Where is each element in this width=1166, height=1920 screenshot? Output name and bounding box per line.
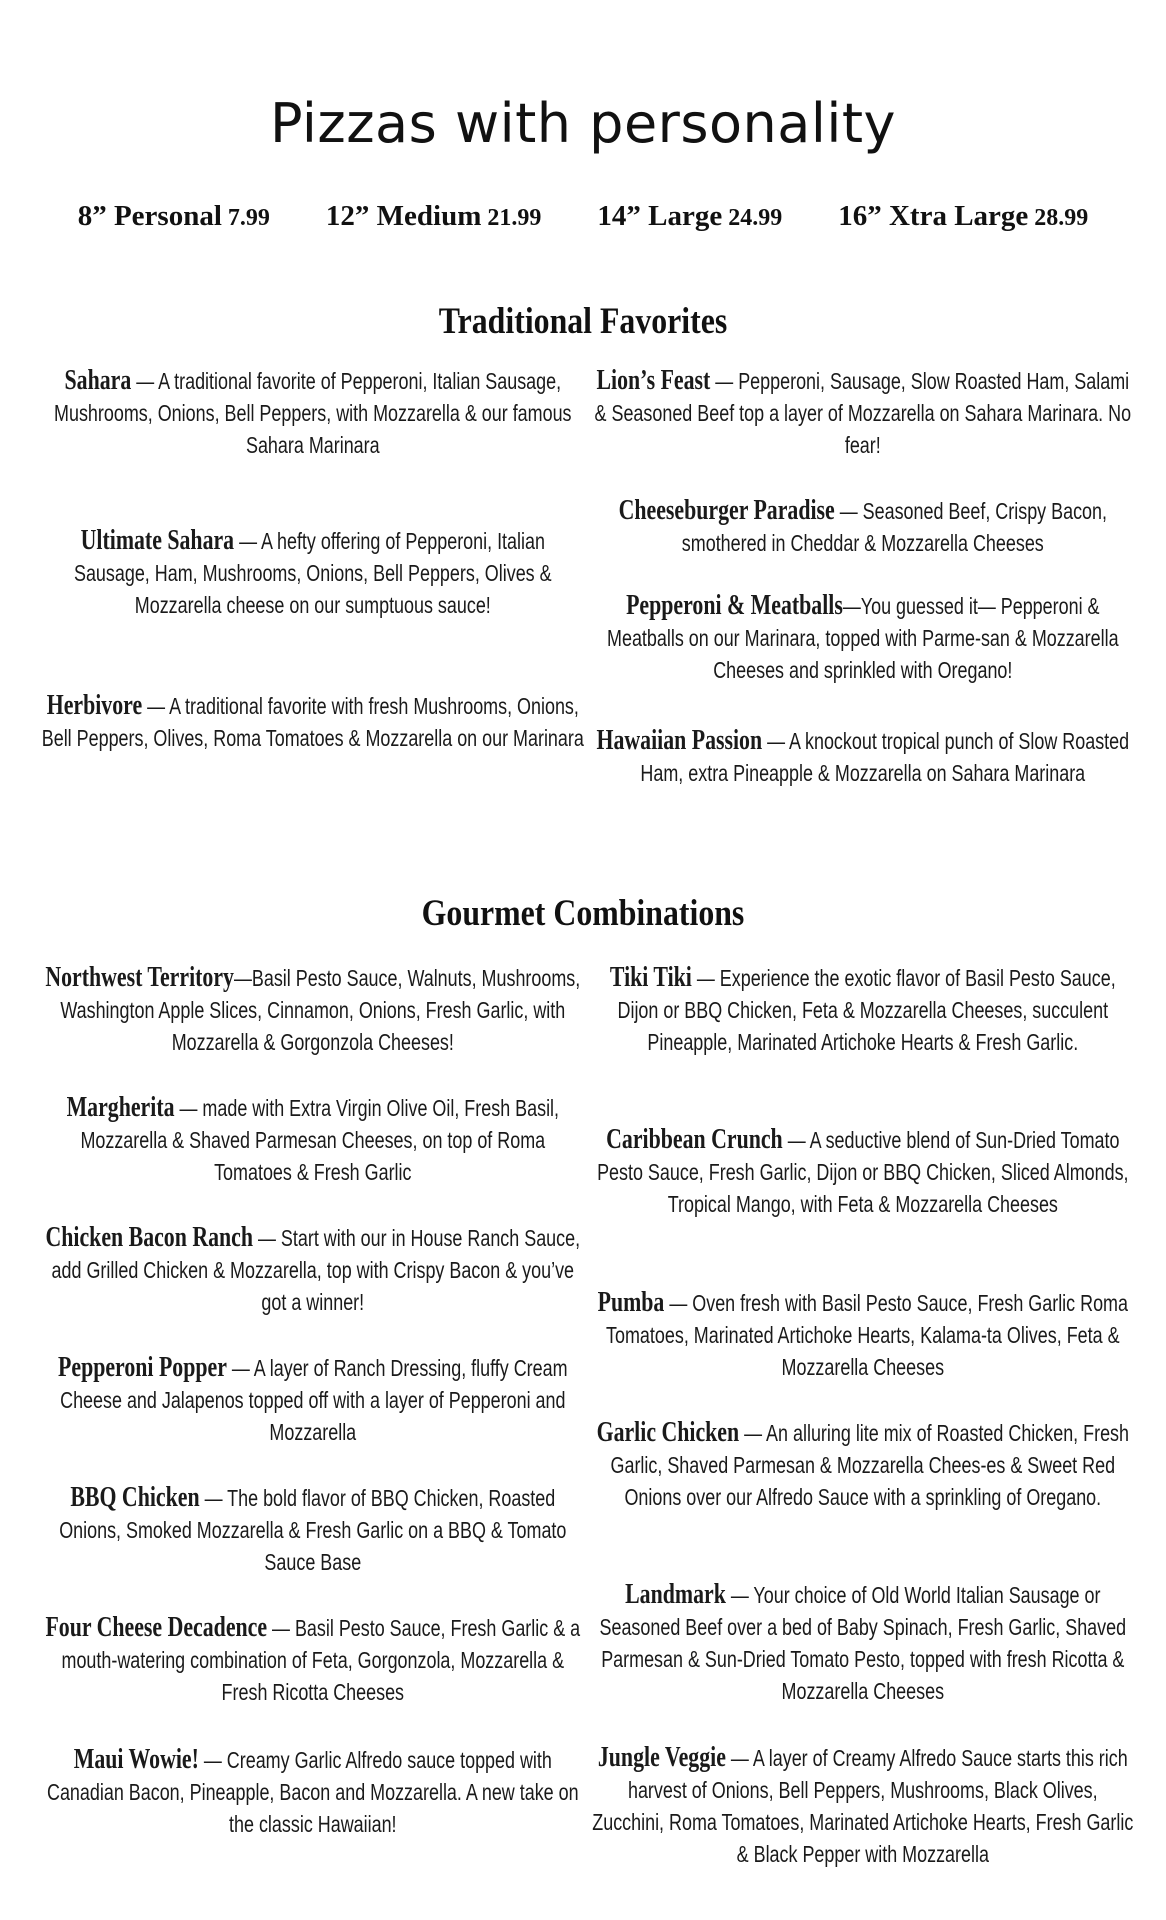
size-xtra-large bbox=[838, 200, 1088, 233]
item-description: —Basil Pesto Sauce, Walnuts, Mushrooms, Washington Apple Slices, Cinnamon, Onions, Fresh Garlic, with Mozzarella & Gorgonzola Cheeses! bbox=[60, 965, 580, 1055]
size-label: 14” Large bbox=[597, 200, 723, 232]
item-name: Caribbean Crunch bbox=[605, 1124, 783, 1155]
item-name: Ultimate Sahara bbox=[80, 525, 234, 556]
menu-item bbox=[590, 590, 1135, 686]
item-description: — A seductive blend of Sun-Dried Tomato Pesto Sauce, Fresh Garlic, Dijon or BBQ Chicken, Sliced Almonds, Tropical Mango, with Feta & Mozzarella Cheeses bbox=[596, 1127, 1129, 1217]
menu-item bbox=[590, 1417, 1135, 1513]
item-description: — A layer of Creamy Alfredo Sauce starts this rich harvest of Onions, Bell Peppers, Mushrooms, Black Olives, Zucchini, Roma Tomatoes, Marinated Artichoke Hearts, Fresh Garlic & Black Pepper with Mozzarella bbox=[591, 1745, 1134, 1867]
item-name: Tiki Tiki bbox=[609, 962, 692, 993]
menu-item bbox=[40, 690, 585, 754]
menu-item bbox=[40, 1482, 585, 1578]
menu-item bbox=[590, 1742, 1135, 1870]
menu-item bbox=[40, 1092, 585, 1188]
item-description: —You guessed it— Pepperoni & Meatballs on our Marinara, topped with Parme-san & Mozzarella Cheeses and sprinkled with Oregano! bbox=[606, 593, 1119, 683]
item-description: — Pepperoni, Sausage, Slow Roasted Ham, Salami & Seasoned Beef top a layer of Mozzarella on Sahara Marinara. No fear! bbox=[594, 368, 1131, 458]
menu-item bbox=[590, 365, 1135, 461]
menu-item bbox=[590, 725, 1135, 789]
item-description: — A traditional favorite with fresh Mushrooms, Onions, Bell Peppers, Olives, Roma Tomatoes & Mozzarella on our Marinara bbox=[41, 693, 584, 751]
menu-item bbox=[40, 365, 585, 461]
item-name: Pumba bbox=[597, 1287, 665, 1318]
section-heading-gourmet: Gourmet Combinations bbox=[421, 893, 745, 934]
item-description: — made with Extra Virgin Olive Oil, Fresh Basil, Mozzarella & Shaved Parmesan Cheeses, on top of Roma Tomatoes & Fresh Garlic bbox=[80, 1095, 559, 1185]
size-price: 24.99 bbox=[728, 205, 783, 231]
menu-item bbox=[590, 1579, 1135, 1707]
item-name: Pepperoni Popper bbox=[57, 1352, 227, 1383]
item-name: Lion’s Feast bbox=[596, 365, 711, 396]
size-label: 12” Medium bbox=[325, 200, 482, 232]
item-name: Northwest Territory bbox=[45, 962, 234, 993]
item-name: Hawaiian Passion bbox=[596, 725, 762, 756]
menu-item bbox=[40, 1352, 585, 1448]
menu-item bbox=[590, 1124, 1135, 1220]
menu-item bbox=[590, 1287, 1135, 1383]
page-title: Pizzas with personality bbox=[269, 92, 896, 155]
item-description: — The bold flavor of BBQ Chicken, Roasted Onions, Smoked Mozzarella & Fresh Garlic on a BBQ & Tomato Sauce Base bbox=[58, 1485, 567, 1575]
item-description: — A hefty offering of Pepperoni, Italian Sausage, Ham, Mushrooms, Onions, Bell Peppers, Olives & Mozzarella cheese on our sumptuous sauce! bbox=[73, 528, 552, 618]
item-description: — A traditional favorite of Pepperoni, Italian Sausage, Mushrooms, Onions, Bell Peppers, with Mozzarella & our famous Sahara Marinara bbox=[53, 368, 572, 458]
menu-item bbox=[40, 1744, 585, 1840]
size-price: 21.99 bbox=[487, 205, 542, 231]
size-label: 16” Xtra Large bbox=[838, 200, 1029, 232]
item-name: Pepperoni & Meatballs bbox=[625, 590, 843, 621]
item-description: — Basil Pesto Sauce, Fresh Garlic & a mouth-watering combination of Feta, Gorgonzola, Mozzarella & Fresh Ricotta Cheeses bbox=[61, 1615, 580, 1705]
item-description: — A layer of Ranch Dressing, fluffy Cream Cheese and Jalapenos topped off with a layer of Pepperoni and Mozzarella bbox=[59, 1355, 568, 1445]
item-name: Maui Wowie! bbox=[73, 1744, 199, 1775]
menu-item bbox=[40, 525, 585, 621]
item-name: Cheeseburger Paradise bbox=[618, 495, 835, 526]
item-description: — Experience the exotic flavor of Basil Pesto Sauce, Dijon or BBQ Chicken, Feta & Mozzarella Cheeses, succulent Pineapple, Marinated Artichoke Hearts & Fresh Garlic. bbox=[617, 965, 1116, 1055]
item-description: — Seasoned Beef, Crispy Bacon, smothered in Cheddar & Mozzarella Cheeses bbox=[681, 498, 1107, 556]
size-price-row bbox=[0, 200, 1166, 233]
item-description: — A knockout tropical punch of Slow Roasted Ham, extra Pineapple & Mozzarella on Sahara Marinara bbox=[640, 728, 1129, 786]
menu-item bbox=[590, 962, 1135, 1058]
section-heading-traditional: Traditional Favorites bbox=[438, 301, 728, 342]
item-name: Chicken Bacon Ranch bbox=[45, 1222, 253, 1253]
size-price: 7.99 bbox=[227, 205, 270, 231]
item-description: — An alluring lite mix of Roasted Chicken, Fresh Garlic, Shaved Parmesan & Mozzarella Chees-es & Sweet Red Onions over our Alfredo Sauce with a sprinkling of Oregano. bbox=[610, 1420, 1129, 1510]
menu-item bbox=[40, 1612, 585, 1708]
item-name: Sahara bbox=[64, 365, 131, 396]
item-name: Jungle Veggie bbox=[597, 1742, 726, 1773]
size-label: 8” Personal bbox=[77, 200, 222, 232]
item-name: Margherita bbox=[66, 1092, 175, 1123]
size-price: 28.99 bbox=[1034, 205, 1089, 231]
item-description: — Oven fresh with Basil Pesto Sauce, Fresh Garlic Roma Tomatoes, Marinated Artichoke Hearts, Kalama-ta Olives, Feta & Mozzarella Cheeses bbox=[605, 1290, 1128, 1380]
item-name: Landmark bbox=[624, 1579, 726, 1610]
item-name: Four Cheese Decadence bbox=[45, 1612, 267, 1643]
menu-item bbox=[590, 495, 1135, 559]
item-name: BBQ Chicken bbox=[70, 1482, 200, 1513]
size-medium bbox=[326, 200, 541, 233]
item-description: — Creamy Garlic Alfredo sauce topped with Canadian Bacon, Pineapple, Bacon and Mozzarella. A new take on the classic Hawaiian! bbox=[46, 1747, 579, 1837]
size-personal bbox=[78, 200, 270, 233]
item-description: — Start with our in House Ranch Sauce, add Grilled Chicken & Mozzarella, top with Crispy Bacon & you’ve got a winner! bbox=[51, 1225, 580, 1315]
item-description: — Your choice of Old World Italian Sausage or Seasoned Beef over a bed of Baby Spinach, Fresh Garlic, Shaved Parmesan & Sun-Dried Tomato Pesto, topped with fresh Ricotta & Mozzarella Cheeses bbox=[599, 1582, 1126, 1704]
menu-item bbox=[40, 962, 585, 1058]
item-name: Herbivore bbox=[46, 690, 142, 721]
size-large bbox=[597, 200, 782, 233]
item-name: Garlic Chicken bbox=[596, 1417, 739, 1448]
menu-item bbox=[40, 1222, 585, 1318]
